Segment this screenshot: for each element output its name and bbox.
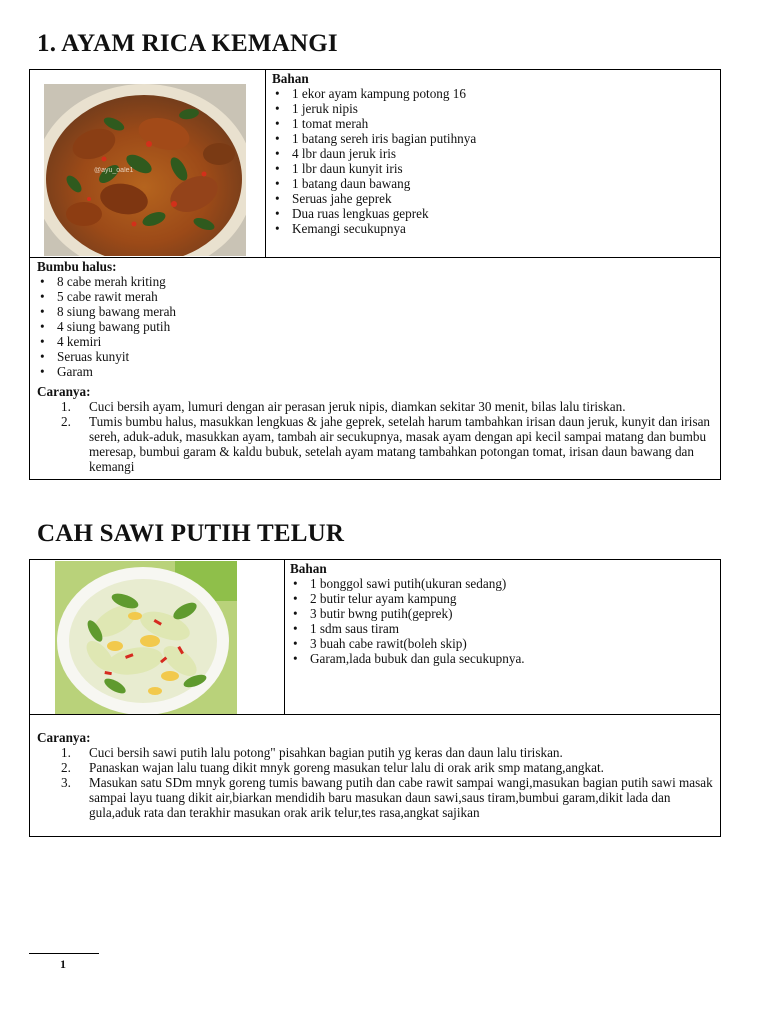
step-text: Cuci bersih ayam, lumuri dengan air perasan jeruk nipis, diamkan sekitar 30 menit, bilas lalu tiriskan. — [89, 399, 626, 414]
recipe1-bumbu-section — [37, 259, 717, 474]
list-item: • 4 lbr daun jeruk iris — [272, 146, 712, 161]
page-number: 1 — [60, 957, 66, 971]
list-item: • 1 batang daun bawang — [272, 176, 712, 191]
list-item: • 1 tomat merah — [272, 116, 712, 131]
list-item: • 4 siung bawang putih — [37, 319, 717, 334]
recipe2-caranya-section — [37, 730, 717, 820]
list-item: • Seruas kunyit — [37, 349, 717, 364]
recipe1-caranya-label: Caranya: — [37, 384, 91, 399]
recipe1-title: 1. AYAM RICA KEMANGI — [37, 30, 338, 57]
step-text: Tumis bumbu halus, masukkan lengkuas & jahe geprek, setelah harum tambahkan irisan daun jeruk, kunyit dan irisan sereh, aduk-aduk, masukkan ayam, tambah air secukupnya, masak ayam dengan api kecil sampai matang dan bumbu meresap, bumbui garam & kaldu bubuk, setelah ayam matang tambahkan potongan tomat, irisan daun bawang dan kemangi — [89, 414, 711, 474]
footer-rule — [29, 953, 99, 954]
list-item: • Seruas jahe geprek — [272, 191, 712, 206]
list-item: • Dua ruas lengkuas geprek — [272, 206, 712, 221]
recipe2-bahan-label: Bahan — [290, 561, 327, 576]
step-number: 1. — [61, 399, 71, 414]
step-text: Cuci bersih sawi putih lalu potong" pisahkan bagian putih yg keras dan daun lalu tiriskan. — [89, 745, 563, 760]
list-item: • 1 ekor ayam kampung potong 16 — [272, 86, 712, 101]
recipe1-table — [29, 69, 721, 480]
step-item — [37, 760, 717, 775]
list-item: • 4 kemiri — [37, 334, 717, 349]
photo-watermark: @ayu_oale1 — [94, 167, 134, 174]
list-item: • 8 cabe merah kriting — [37, 274, 717, 289]
recipe2-caranya-label: Caranya: — [37, 730, 91, 745]
list-item: • 1 lbr daun kunyit iris — [272, 161, 712, 176]
step-text: Masukan satu SDm mnyk goreng tumis bawang putih dan cabe rawit sampai wangi,masukan bagian putih sawi masak sampai layu tuang dikit air,biarkan mendidih baru masukan daun sawi,saus tiram,bumbui garam,dikit lada dan gula,aduk rata dan terakhir masukan orak arik telur,tes rasa,angkat sajikan — [89, 775, 713, 820]
list-item: • 1 sdm saus tiram — [290, 621, 710, 636]
list-item: • Garam,lada bubuk dan gula secukupnya. — [290, 651, 710, 666]
list-item: • 3 butir bwng putih(geprek) — [290, 606, 710, 621]
recipe2-title: CAH SAWI PUTIH TELUR — [37, 520, 345, 547]
list-item: • 3 buah cabe rawit(boleh skip) — [290, 636, 710, 651]
step-item — [37, 399, 717, 414]
step-item — [37, 775, 717, 820]
recipe1-steps — [37, 399, 717, 474]
recipe1-bumbu-list — [37, 274, 717, 379]
list-item: • 1 jeruk nipis — [272, 101, 712, 116]
recipe2-bahan-list — [290, 576, 710, 666]
recipe2-row-divider — [30, 714, 720, 715]
step-number: 2. — [61, 414, 71, 429]
step-item — [37, 414, 717, 474]
recipe1-bahan-section — [272, 71, 712, 236]
list-item: • 8 siung bawang merah — [37, 304, 717, 319]
step-number: 3. — [61, 775, 71, 790]
list-item: • 2 butir telur ayam kampung — [290, 591, 710, 606]
list-item: • Garam — [37, 364, 717, 379]
recipe1-bumbu-label: Bumbu halus: — [37, 259, 117, 274]
recipe1-bahan-label: Bahan — [272, 71, 309, 86]
recipe1-row-divider — [30, 257, 720, 258]
step-number: 1. — [61, 745, 71, 760]
recipe1-bahan-list — [272, 86, 712, 236]
list-item: • 5 cabe rawit merah — [37, 289, 717, 304]
recipe1-column-divider — [265, 70, 266, 258]
step-item — [37, 745, 717, 760]
step-text: Panaskan wajan lalu tuang dikit mnyk goreng masukan telur lalu di orak arik smp matang,angkat. — [89, 760, 604, 775]
list-item: • Kemangi secukupnya — [272, 221, 712, 236]
list-item: • 1 batang sereh iris bagian putihnya — [272, 131, 712, 146]
cah-sawi-photo — [55, 561, 237, 714]
recipe2-steps — [37, 745, 717, 820]
step-number: 2. — [61, 760, 71, 775]
ayam-rica-photo — [44, 84, 246, 256]
recipe2-bahan-section — [290, 561, 710, 666]
list-item: • 1 bonggol sawi putih(ukuran sedang) — [290, 576, 710, 591]
recipe2-column-divider — [284, 560, 285, 715]
recipe2-table — [29, 559, 721, 837]
